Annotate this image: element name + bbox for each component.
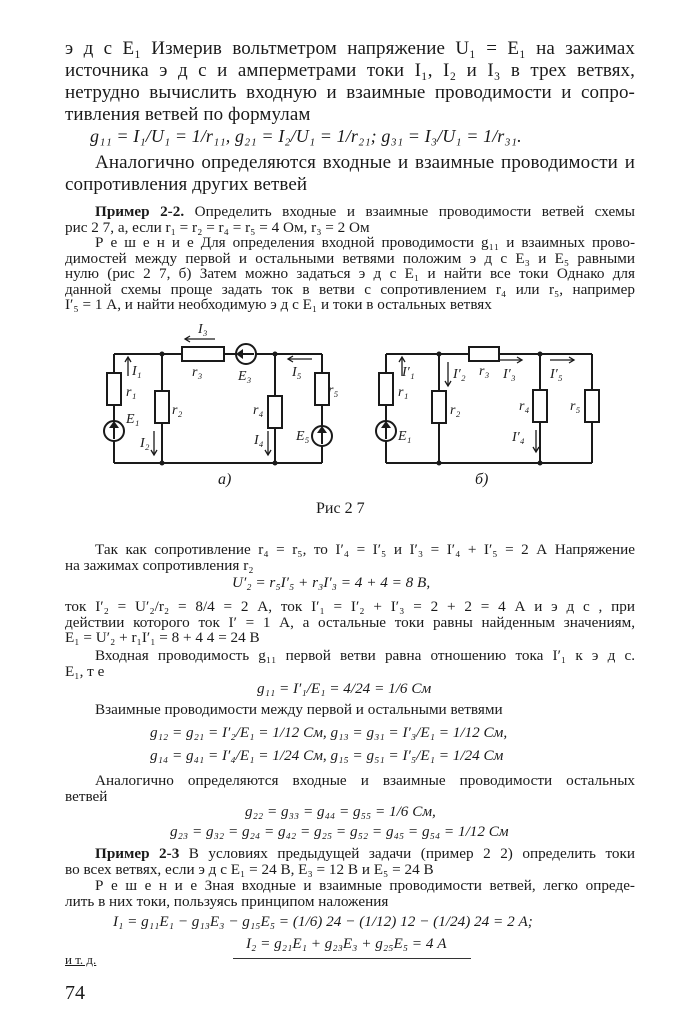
diagram-label: r₅ xyxy=(570,399,581,414)
text-line: Р е ш е н и е Для определения входной проводимости g₁₁ и взаимных прово- xyxy=(95,234,635,251)
diagram-label: r₅ xyxy=(328,383,339,398)
formula: I₂ = g₂₁E₁ + g₂₃E₃ + g₂₅E₅ = 4 А xyxy=(246,935,447,952)
diagram-label: I′₄ xyxy=(512,430,525,445)
diagram-label: I′₃ xyxy=(503,367,516,382)
text-line: источника э д с и амперметрами токи I₁, I₂ и I₃ в трех ветвях, xyxy=(65,60,635,81)
diagram-label: I₅ xyxy=(292,365,302,380)
text-line: рис 2 7, а, если r₁ = r₂ = r₄ = r₅ = 4 Ом, r₃ = 2 Ом xyxy=(65,219,370,236)
text-line: E₁ = U′₂ + r₁I′₁ = 8 + 4 4 = 24 В xyxy=(65,629,260,646)
diagram-label: r₃ xyxy=(479,364,490,379)
diagram-label: I₁ xyxy=(132,364,142,379)
text-line: ветвей xyxy=(65,788,108,805)
text-line: Входная проводимость g₁₁ первой ветви равна отношению тока I′₁ к э д с. xyxy=(95,647,635,664)
diagram-label: r₂ xyxy=(172,403,183,418)
text-line: во всех ветвях, если э д с E₁ = 24 В, E₃ = 12 В и E₅ = 24 В xyxy=(65,861,434,878)
text-line: действии которого ток I′ = 1 А, а остальные токи равны найденным значениям, xyxy=(65,614,635,631)
diagram-label: I′₂ xyxy=(453,367,466,382)
diagram-label: r₄ xyxy=(519,399,530,414)
diagram-label: I₃ xyxy=(198,322,208,337)
diagram-label: r₄ xyxy=(253,403,264,418)
example-label: Пример 2-3 xyxy=(95,845,180,862)
figure-caption: Рис 2 7 xyxy=(316,500,365,517)
formula: U′₂ = r₅I′₅ + r₃I′₃ = 4 + 4 = 8 В, xyxy=(232,574,431,591)
text-line: ток I′₂ = U′₂/r₂ = 8/4 = 2 А, ток I′₁ = I′₂ + I′₃ = 2 + 2 = 4 А и э д с , при xyxy=(65,598,635,615)
diagram-label: r₁ xyxy=(126,385,137,400)
text-line: димостей между первой и остальными ветвями положим э д с E₃ и E₅ равными xyxy=(65,250,635,267)
text-line: Аналогично определяются входные и взаимные проводимости и xyxy=(95,152,635,173)
example-text: В условиях предыдущей задачи (пример 2 2) определить токи xyxy=(179,845,635,862)
text-line: нулю (рис 2 7, б) Затем можно задаться э д с E₁ и найти все токи Однако для xyxy=(65,265,635,282)
diagram-caption-b: б) xyxy=(475,471,489,488)
underline-rule xyxy=(233,958,471,959)
etc-text: и т. д. xyxy=(65,952,97,967)
page-number: 74 xyxy=(65,982,85,1004)
text-line: тивления ветвей по формулам xyxy=(65,104,311,125)
diagram-label: I′₁ xyxy=(402,365,415,380)
diagram-label: I′₅ xyxy=(550,367,563,382)
text-line: данной схемы проще задать ток в ветви с сопротивлением r₄ или r₅, например xyxy=(65,281,635,298)
diagram-label: E₁ xyxy=(126,412,140,427)
diagram-label: E₃ xyxy=(238,369,252,384)
formula: g₂₂ = g₃₃ = g₄₄ = g₅₅ = 1/6 См, xyxy=(245,803,436,820)
text-line: лить в них токи, пользуясь принципом наложения xyxy=(65,893,389,910)
circuit-diagram-a xyxy=(100,318,350,488)
text-line: нетрудно вычислить входную и взаимные проводимости и сопро- xyxy=(65,82,635,103)
text-line: I′₅ = 1 А, и найти необходимую э д с E₁ и токи в остальных ветвях xyxy=(65,296,492,313)
diagram-label: r₃ xyxy=(192,365,203,380)
formula: I₁ = g₁₁E₁ − g₁₃E₃ − g₁₅E₅ = (1/6) 24 − (1/12) 12 − (1/24) 24 = 2 А; xyxy=(113,913,533,930)
circuit-diagram-b xyxy=(372,318,612,488)
text-line: Р е ш е н и е Зная входные и взаимные проводимости ветвей, легко опреде- xyxy=(95,877,635,894)
text-line: э д с E₁ Измерив вольтметром напряжение U₁ = E₁ на зажимах xyxy=(65,38,635,59)
diagram-label: r₁ xyxy=(398,385,409,400)
formula: g₁₂ = g₂₁ = I′₂/E₁ = 1/12 См, g₁₃ = g₃₁ = I′₃/E₁ = 1/12 См, xyxy=(150,724,508,741)
example-label: Пример 2-2. xyxy=(95,203,185,220)
diagram-label: E₅ xyxy=(296,429,310,444)
text-line: Так как сопротивление r₄ = r₅, то I′₄ = I′₅ и I′₃ = I′₄ + I′₅ = 2 А Напряжение xyxy=(95,541,635,558)
diagram-label: E₁ xyxy=(398,429,412,444)
text-line: сопротивления других ветвей xyxy=(65,174,308,195)
text-line: E₁, т е xyxy=(65,663,105,680)
formula: g₂₃ = g₃₂ = g₂₄ = g₄₂ = g₂₅ = g₅₂ = g₄₅ = g₅₄ = 1/12 См xyxy=(170,823,509,840)
diagram-label: I₂ xyxy=(140,436,150,451)
diagram-label: r₂ xyxy=(450,403,461,418)
text-line: Аналогично определяются входные и взаимные проводимости остальных xyxy=(95,772,635,789)
text-line: Взаимные проводимости между первой и остальными ветвями xyxy=(95,701,503,718)
text-line: на зажимах сопротивления r₂ xyxy=(65,557,254,574)
formula: g₁₄ = g₄₁ = I′₄/E₁ = 1/24 См, g₁₅ = g₅₁ = I′₅/E₁ = 1/24 См xyxy=(150,747,504,764)
formula: g₁₁ = I′₁/E₁ = 4/24 = 1/6 См xyxy=(257,680,432,697)
diagram-label: I₄ xyxy=(254,433,264,448)
formula: g₁₁ = I₁/U₁ = 1/r₁₁, g₂₁ = I₂/U₁ = 1/r₂₁; g₃₁ = I₃/U₁ = 1/r₃₁. xyxy=(90,126,522,146)
example-text: Определить входные и взаимные проводимости ветвей схемы xyxy=(184,203,635,220)
diagram-caption-a: а) xyxy=(218,471,232,488)
